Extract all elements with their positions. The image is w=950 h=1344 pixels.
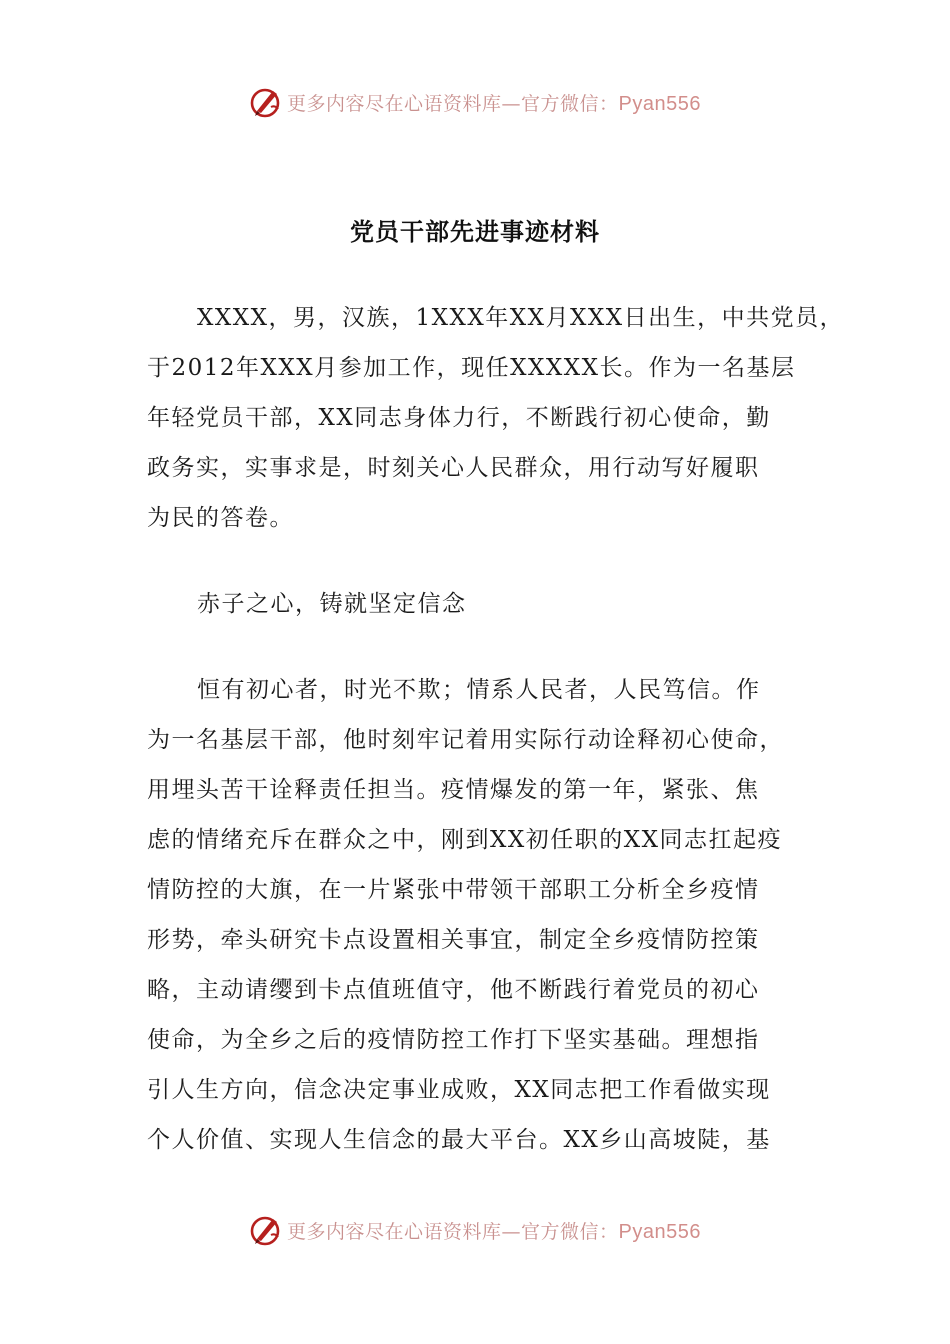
text-line: 为一名基层干部，他时刻牢记着用实际行动诠释初心使命， xyxy=(147,727,784,753)
text-line: 政务实，实事求是，时刻关心人民群众，用行动写好履职 xyxy=(147,455,760,481)
text-line: 引人生方向，信念决定事业成败，XX同志把工作看做实现 xyxy=(147,1077,771,1103)
text-line: 用埋头苦干诠释责任担当。疫情爆发的第一年，紧张、焦 xyxy=(147,777,760,803)
text-line: 个人价值、实现人生信念的最大平台。XX乡山高坡陡，基 xyxy=(147,1127,771,1153)
text-line: 情防控的大旗，在一片紧张中带领干部职工分析全乡疫情 xyxy=(147,877,760,903)
document-body xyxy=(147,298,845,1170)
paragraph-intro xyxy=(147,298,845,548)
text-line: 使命，为全乡之后的疫情防控工作打下坚实基础。理想指 xyxy=(147,1027,760,1053)
text-line: 虑的情绪充斥在群众之中，刚到XX初任职的XX同志扛起疫 xyxy=(147,827,782,853)
banner-main-text: 更多内容尽在心语资料库—官方微信： xyxy=(287,92,619,115)
text-line: 于2012年XXX月参加工作，现任XXXXX长。作为一名基层 xyxy=(147,355,796,381)
text-line: 为民的答卷。 xyxy=(147,505,294,531)
section-heading-text: 赤子之心，铸就坚定信念 xyxy=(197,591,467,617)
pen-logo-icon xyxy=(249,85,283,119)
text-line: 恒有初心者，时光不欺；情系人民者，人民笃信。作 xyxy=(197,677,761,703)
text-line: 年轻党员干部，XX同志身体力行，不断践行初心使命，勤 xyxy=(147,405,771,431)
text-line: 形势，牵头研究卡点设置相关事宜，制定全乡疫情防控策 xyxy=(147,927,760,953)
banner-wechat-id: Pyan556 xyxy=(618,92,701,115)
banner-text xyxy=(287,1217,701,1244)
text-line: 略，主动请缨到卡点值班值守，他不断践行着党员的初心 xyxy=(147,977,760,1003)
document-title: 党员干部先进事迹材料 xyxy=(350,217,600,246)
text-line: XXXX，男，汉族，1XXX年XX月XXX日出生，中共党员， xyxy=(197,305,845,331)
banner-wechat-id: Pyan556 xyxy=(618,1220,701,1243)
paragraph-body xyxy=(147,670,812,1170)
footer-banner xyxy=(0,1210,950,1250)
banner-text xyxy=(287,89,701,116)
header-banner xyxy=(0,82,950,122)
pen-logo-icon xyxy=(249,1213,283,1247)
section-heading xyxy=(147,584,812,634)
banner-main-text: 更多内容尽在心语资料库—官方微信： xyxy=(287,1220,619,1243)
